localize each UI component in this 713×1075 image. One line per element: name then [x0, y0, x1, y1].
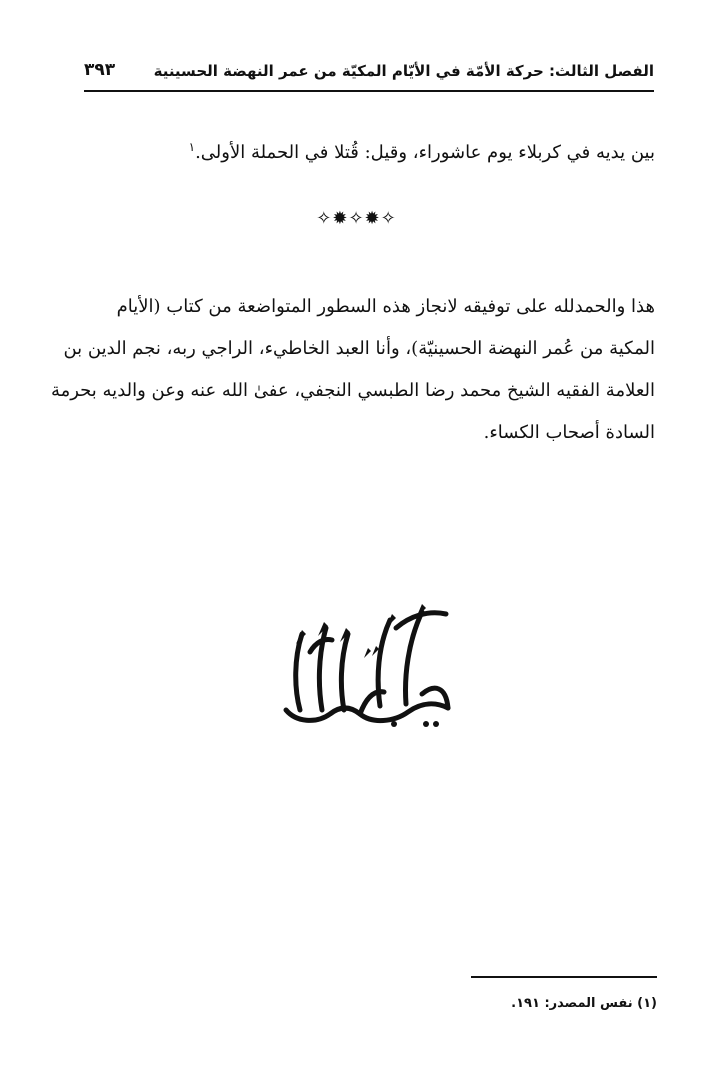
closing-line-1: هذا والحمدلله على توفيقه لانجاز هذه السطور المتواضعة من كتاب (الأيام	[116, 296, 655, 317]
running-title: الفصل الثالث: حركة الأمّة في الأيّام المكيّة من عمر النهضة الحسينية	[153, 62, 654, 80]
footnote-1: (١) نفس المصدر: ١٩١.	[511, 996, 657, 1011]
closing-line-3: العلامة الفقيه الشيخ محمد رضا الطبسي النجفي، عفىٰ الله عنه وعن والديه بحرمة	[50, 380, 655, 401]
footnote-separator	[471, 976, 657, 978]
calligraphy-seal	[276, 598, 456, 728]
page-number: ٣٩٣	[84, 60, 116, 80]
intro-paragraph	[55, 140, 655, 163]
footnote-marker: ١	[188, 140, 196, 154]
page-header	[84, 56, 654, 92]
section-ornament: ✧✹✧✹✧	[316, 208, 397, 229]
closing-line-2: المكية من عُمر النهضة الحسينيّة)، وأنا العبد الخاطيء، الراجي ربه، نجم الدين بن	[63, 338, 655, 359]
intro-text: بين يديه في كربلاء يوم عاشوراء، وقيل: قُتلا في الحملة الأولى.	[195, 142, 655, 163]
closing-line-4: السادة أصحاب الكساء.	[483, 422, 655, 443]
